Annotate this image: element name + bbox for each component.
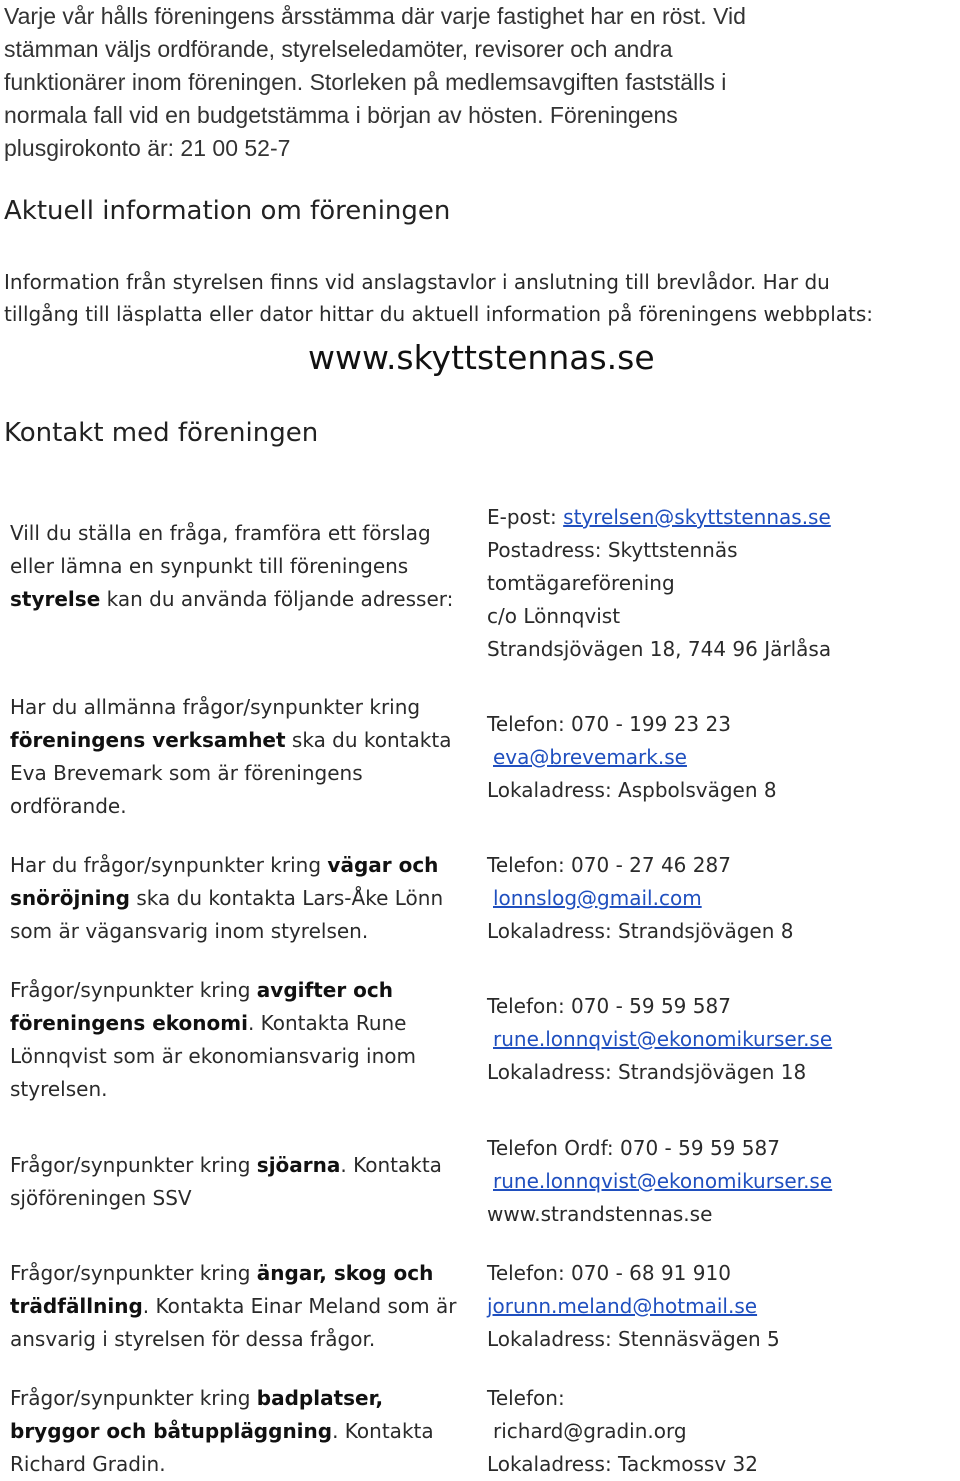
contact-sjoarna [487,1132,957,1231]
email-link[interactable]: styrelsen@skyttstennas.se [563,505,831,529]
angar-text: Frågor/synpunkter kring [10,1261,257,1285]
postal-address: Strandsjövägen 18, 744 96 Järlåsa [487,637,832,661]
angar-bold: ängar, skog och trädfällning [10,1261,434,1318]
aktuell-paragraph [4,266,958,330]
phone-number: Telefon Ordf: 070 - 59 59 587 [487,1136,780,1160]
sjoarna-text: Frågor/synpunkter kring [10,1153,257,1177]
contact-vagar [487,849,957,948]
email-link[interactable]: lonnslog@gmail.com [493,886,702,910]
styrelse-bold: styrelse [10,587,101,611]
email-link[interactable]: jorunn.meland@hotmail.se [487,1294,758,1318]
verksamhet-text: Har du allmänna frågor/synpunkter kring [10,695,421,719]
phone-number: Telefon: 070 - 68 91 910 [487,1261,731,1285]
email-link[interactable]: rune.lonnqvist@ekonomikurser.se [493,1169,833,1193]
local-address: Lokaladress: Tackmossv 32 [487,1452,758,1476]
intro-line: plusgirokonto är: 21 00 52-7 [4,135,291,161]
sjoarna-bold: sjöarna [256,1153,341,1177]
email-text: richard@gradin.org [493,1419,687,1443]
aktuell-line: tillgång till läsplatta eller dator hittar du aktuell information på föreningens webbplats: [4,302,874,326]
angar-text-end: . Kontakta Einar Meland som är ansvarig i styrelsen för dessa frågor. [10,1294,457,1351]
local-address: Lokaladress: Strandsjövägen 8 [487,919,794,943]
contact-verksamhet [487,708,957,807]
email-label: E-post: [487,505,564,529]
local-address: Lokaladress: Aspbolsvägen 8 [487,778,777,802]
website-link[interactable]: www.skyttstennas.se [308,338,655,377]
block-vagar [10,849,470,948]
badplatser-text: Frågor/synpunkter kring [10,1386,257,1410]
vagar-bold: vägar och snöröjning [10,853,439,910]
aktuell-heading: Aktuell information om föreningen [4,196,451,226]
contact-styrelse [487,501,957,666]
verksamhet-bold: föreningens verksamhet [10,728,286,752]
email-link[interactable]: eva@brevemark.se [493,745,687,769]
block-ekonomi [10,974,470,1106]
block-badplatser [10,1382,470,1481]
intro-line: funktionärer inom föreningen. Storleken på medlemsavgiften fastställs i [4,69,727,95]
local-address: Lokaladress: Strandsjövägen 18 [487,1060,807,1084]
badplatser-text-end: . Kontakta Richard Gradin. [10,1419,434,1476]
phone-number: Telefon: 070 - 59 59 587 [487,994,731,1018]
contact-ekonomi [487,990,957,1089]
vagar-text-end: ska du kontakta Lars-Åke Lönn som är vägansvarig inom styrelsen. [10,886,444,943]
intro-line: Varje vår hålls föreningens årsstämma där varje fastighet har en röst. Vid [4,3,746,29]
email-link[interactable]: rune.lonnqvist@ekonomikurser.se [493,1027,833,1051]
styrelse-text: Vill du ställa en fråga, framföra ett förslag eller lämna en synpunkt till föreningens [10,521,431,578]
intro-paragraph [4,0,954,165]
postal-address: c/o Lönnqvist [487,604,621,628]
intro-line: normala fall vid en budgetstämma i början av hösten. Föreningens [4,102,678,128]
block-verksamhet [10,691,470,823]
phone-number: Telefon: 070 - 199 23 23 [487,712,731,736]
postal-address: Postadress: Skyttstennäs [487,538,738,562]
aktuell-line: Information från styrelsen finns vid anslagstavlor i anslutning till brevlådor. Har du [4,270,830,294]
ekonomi-bold: avgifter och föreningens ekonomi [10,978,393,1035]
phone-number: Telefon: [487,1386,565,1410]
contact-badplatser [487,1382,957,1481]
block-styrelse [10,517,470,616]
intro-line: stämman väljs ordförande, styrelseledamöter, revisorer och andra [4,36,673,62]
verksamhet-text-end: ska du kontakta Eva Brevemark som är föreningens ordförande. [10,728,452,818]
badplatser-bold: badplatser, bryggor och båtuppläggning [10,1386,384,1443]
contact-angar [487,1257,957,1356]
block-angar [10,1257,470,1356]
website-text: www.strandstennas.se [487,1202,713,1226]
phone-number: Telefon: 070 - 27 46 287 [487,853,731,877]
sjoarna-text-end: . Kontakta sjöföreningen SSV [10,1153,442,1210]
postal-address: tomtägareförening [487,571,675,595]
block-sjoarna [10,1149,470,1215]
kontakt-heading: Kontakt med föreningen [4,418,319,448]
ekonomi-text: Frågor/synpunkter kring [10,978,257,1002]
local-address: Lokaladress: Stennäsvägen 5 [487,1327,780,1351]
vagar-text: Har du frågor/synpunkter kring [10,853,328,877]
styrelse-text-end: kan du använda följande adresser: [100,587,454,611]
ekonomi-text-end: . Kontakta Rune Lönnqvist som är ekonomiansvarig inom styrelsen. [10,1011,417,1101]
